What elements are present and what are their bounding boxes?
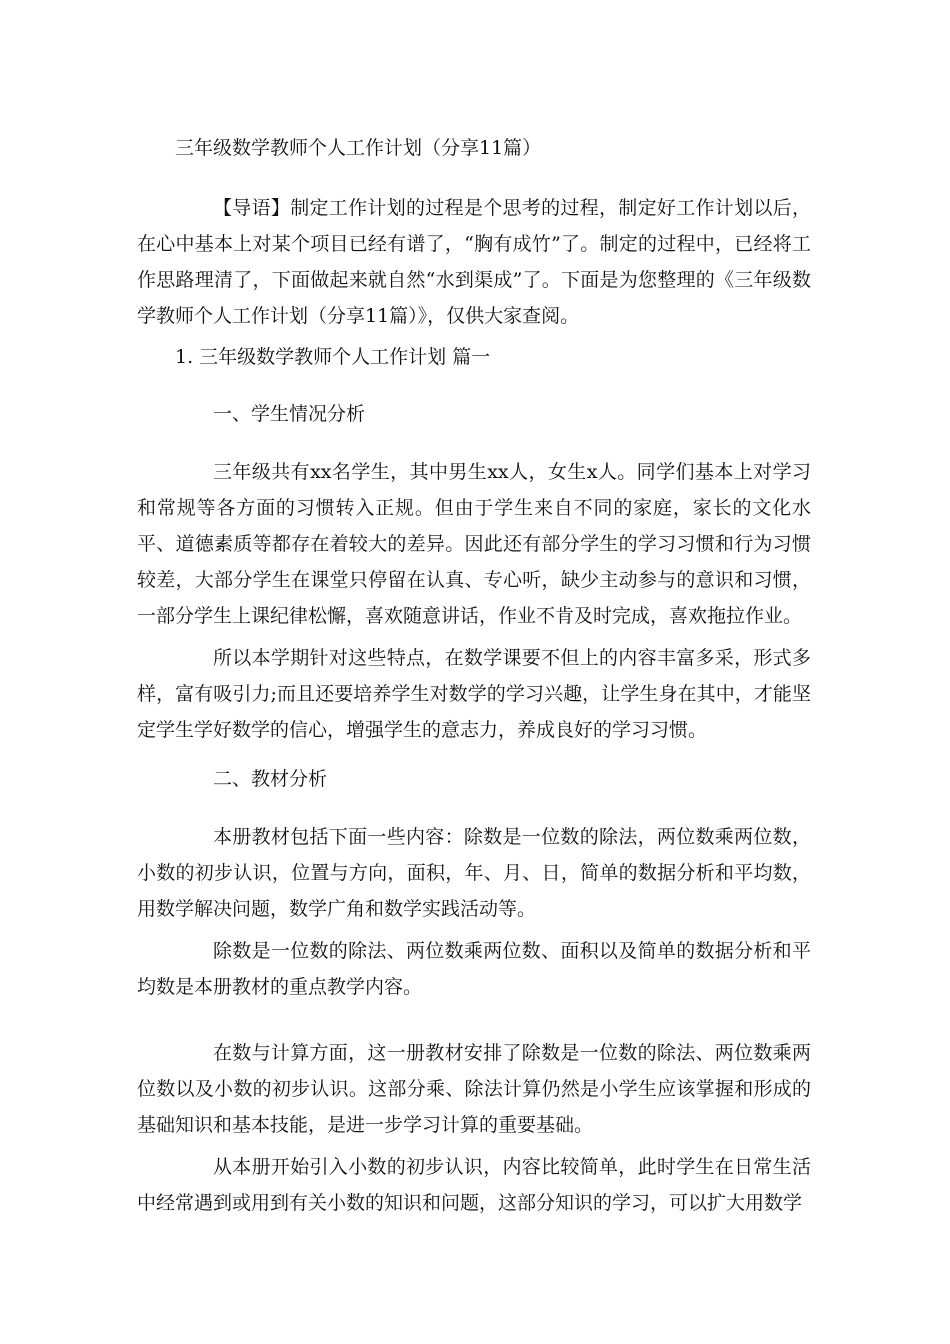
paragraph-decimals: 从本册开始引入小数的初步认识，内容比较简单，此时学生在日常生活中经常遇到或用到有关小数的知识和问题，这部分知识的学习，可以扩大用数学 <box>137 1156 811 1214</box>
section-heading: 1. 三年级数学教师个人工作计划 篇一 <box>175 346 491 368</box>
subsection-heading-student-analysis: 一、学生情况分析 <box>213 403 366 425</box>
intro-paragraph: 【导语】制定工作计划的过程是个思考的过程，制定好工作计划以后，在心中基本上对某个项目已经有谱了，“胸有成竹”了。制定的过程中，已经将工作思路理清了，下面做起来就自然“水到渠成”了。下面是为您整理的《三年级数学教师个人工作计划（分享11篇）》，仅供大家查阅。 <box>137 197 811 327</box>
paragraph-textbook-contents: 本册教材包括下面一些内容：除数是一位数的除法，两位数乘两位数，小数的初步认识，位置与方向，面积，年、月、日，简单的数据分析和平均数，用数学解决问题，数学广角和数学实践活动等。 <box>137 826 811 920</box>
paragraph-key-content: 除数是一位数的除法、两位数乘两位数、面积以及简单的数据分析和平均数是本册教材的重点教学内容。 <box>137 940 811 998</box>
paragraph-number-computation: 在数与计算方面，这一册教材安排了除数是一位数的除法、两位数乘两位数以及小数的初步认识。这部分乘、除法计算仍然是小学生应该掌握和形成的基础知识和基本技能，是进一步学习计算的重要基础。 <box>137 1042 811 1136</box>
paragraph-teaching-approach: 所以本学期针对这些特点，在数学课要不但上的内容丰富多采，形式多样，富有吸引力;而且还要培养学生对数学的学习兴趣，让学生身在其中，才能坚定学生学好数学的信心，增强学生的意志力，养成良好的学习习惯。 <box>137 647 811 741</box>
document-title: 三年级数学教师个人工作计划（分享11篇） <box>175 137 542 159</box>
subsection-heading-textbook-analysis: 二、教材分析 <box>213 768 328 790</box>
paragraph-student-situation: 三年级共有xx名学生，其中男生xx人，女生x人。同学们基本上对学习和常规等各方面的习惯转入正规。但由于学生来自不同的家庭，家长的文化水平、道德素质等都存在着较大的差异。因此还有部分学生的学习习惯和行为习惯较差，大部分学生在课堂只停留在认真、专心听，缺少主动参与的意识和习惯，一部分学生上课纪律松懈，喜欢随意讲话，作业不肯及时完成，喜欢拖拉作业。 <box>137 461 811 627</box>
